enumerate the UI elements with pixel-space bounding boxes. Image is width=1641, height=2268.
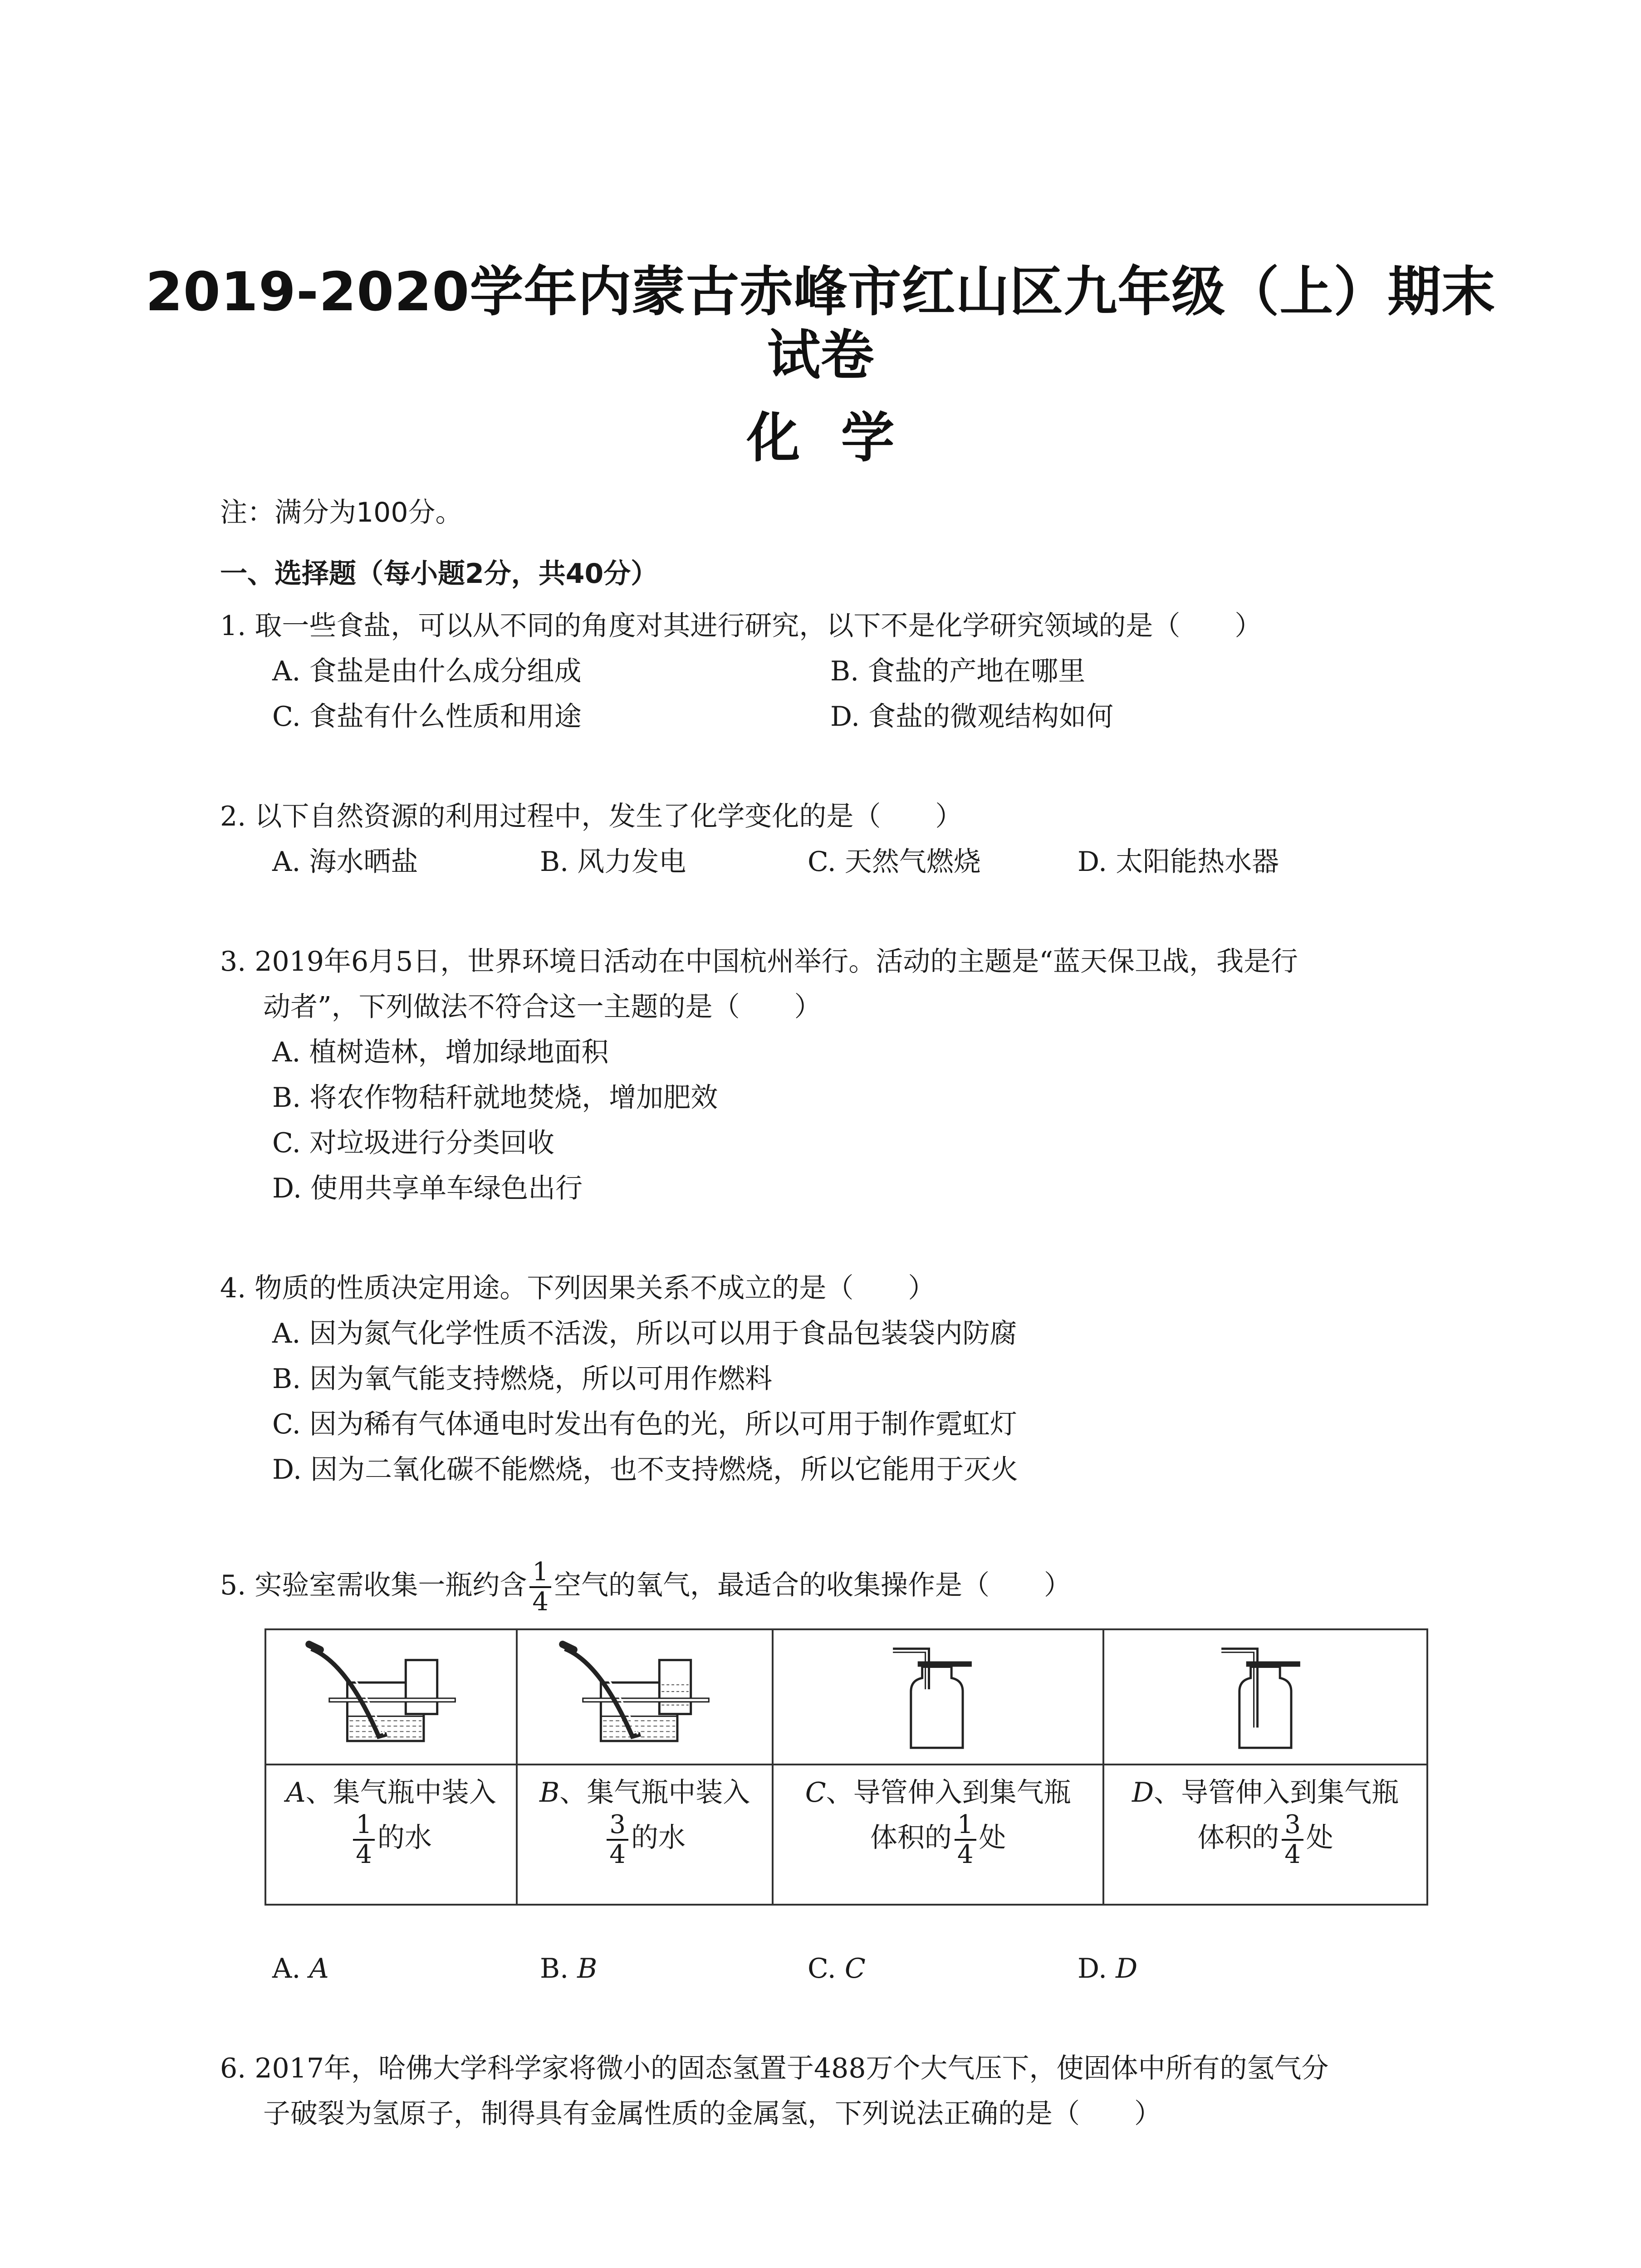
- question-5-figure-table: [265, 1628, 1428, 1906]
- fraction-numerator: 3: [607, 1811, 628, 1841]
- question-2-option-d: D. 太阳能热水器: [1078, 846, 1279, 878]
- fraction-numerator: 3: [1282, 1811, 1303, 1841]
- cell-d-figure: [1103, 1629, 1427, 1765]
- question-4-option-c: C. 因为稀有气体通电时发出有色的光，所以可用于制作霓虹灯: [272, 1408, 1017, 1440]
- fraction: [353, 1811, 375, 1869]
- option-letter: D: [1132, 1777, 1154, 1809]
- score-note: 注：满分为100分。: [220, 497, 463, 528]
- question-1-option-b: B. 食盐的产地在哪里: [830, 655, 1086, 687]
- question-2-stem: 2. 以下自然资源的利用过程中，发生了化学变化的是（ ）: [220, 801, 963, 832]
- fraction-numerator: 1: [353, 1811, 375, 1841]
- fraction: [955, 1811, 976, 1869]
- option-label: A.: [272, 1953, 309, 1984]
- fraction-denominator: 4: [957, 1840, 974, 1869]
- question-1-option-c: C. 食盐有什么性质和用途: [272, 701, 582, 733]
- question-2-option-b: B. 风力发电: [540, 846, 686, 878]
- question-5-stem-post: 空气的氧气，最适合的收集操作是（ ）: [554, 1569, 1071, 1601]
- question-3-option-d: D. 使用共享单车绿色出行: [272, 1173, 583, 1204]
- cell-b-figure: [517, 1629, 773, 1765]
- cell-a-figure: [265, 1629, 517, 1765]
- option-label: B.: [540, 1953, 578, 1984]
- fraction: [1282, 1811, 1303, 1869]
- cell-c-text: [773, 1765, 1103, 1905]
- fraction: [607, 1811, 628, 1869]
- question-2-option-c: C. 天然气燃烧: [808, 846, 981, 878]
- option-value: D: [1116, 1953, 1138, 1984]
- cell-text-tail: 的水: [377, 1822, 432, 1854]
- water-trough-apparatus-icon: [518, 1630, 772, 1762]
- exam-title-line2: 试卷: [767, 324, 874, 386]
- gas-collecting-bottle-icon: [1104, 1630, 1426, 1762]
- cell-text-pre: 体积的: [1197, 1822, 1279, 1854]
- question-5-option-b: [540, 1950, 597, 1987]
- question-3-stem-line1: 3. 2019年6月5日，世界环境日活动在中国杭州举行。活动的主题是“蓝天保卫战，我是行: [220, 946, 1298, 978]
- question-6-stem-line1: 6. 2017年，哈佛大学科学家将微小的固态氢置于488万个大气压下，使固体中所有的氢气分: [220, 2053, 1329, 2084]
- cell-a-text: [265, 1765, 517, 1905]
- cell-d-text: [1103, 1765, 1427, 1905]
- question-5-stem-pre: 5. 实验室需收集一瓶约含: [220, 1569, 527, 1601]
- question-5-stem: [220, 1554, 1071, 1617]
- cell-text-line1: 、导管伸入到集气瓶: [826, 1777, 1071, 1809]
- question-5-option-a: [272, 1950, 329, 1987]
- option-label: D.: [1078, 1953, 1116, 1984]
- fraction-numerator: 1: [955, 1811, 976, 1841]
- fraction-numerator: 1: [529, 1558, 551, 1588]
- option-value: B: [577, 1953, 598, 1984]
- question-4-option-a: A. 因为氮气化学性质不活泼，所以可以用于食品包装袋内防腐: [272, 1318, 1017, 1349]
- fraction: [529, 1558, 551, 1616]
- question-5-option-c: [808, 1950, 866, 1987]
- question-4-option-b: B. 因为氧气能支持燃烧，所以可用作燃料: [272, 1363, 773, 1395]
- cell-c-figure: [773, 1629, 1103, 1765]
- question-4-stem: 4. 物质的性质决定用途。下列因果关系不成立的是（ ）: [220, 1272, 936, 1304]
- option-value: A: [309, 1953, 329, 1984]
- fraction-denominator: 4: [1284, 1840, 1301, 1869]
- option-value: C: [844, 1953, 866, 1984]
- question-1-stem: 1. 取一些食盐，可以从不同的角度对其进行研究，以下不是化学研究领域的是（ ）: [220, 610, 1262, 642]
- cell-text-tail: 处: [1306, 1822, 1333, 1854]
- question-6-stem-line2: 子破裂为氢原子，制得具有金属性质的金属氢，下列说法正确的是（ ）: [263, 2098, 1161, 2130]
- cell-text-line1: 、导管伸入到集气瓶: [1154, 1777, 1399, 1809]
- section-heading: 一、选择题（每小题2分，共40分）: [220, 558, 658, 590]
- option-letter: B: [539, 1777, 560, 1809]
- option-letter: A: [286, 1777, 306, 1809]
- water-trough-apparatus-icon: [266, 1630, 516, 1762]
- question-4-option-d: D. 因为二氧化碳不能燃烧，也不支持燃烧，所以它能用于灭火: [272, 1454, 1019, 1486]
- cell-text-line1: 、集气瓶中装入: [305, 1777, 496, 1809]
- question-3-option-a: A. 植树造林，增加绿地面积: [272, 1036, 609, 1068]
- fraction-denominator: 4: [609, 1840, 626, 1869]
- exam-title-line1: 2019-2020学年内蒙古赤峰市红山区九年级（上）期末: [145, 260, 1496, 323]
- question-1-option-a: A. 食盐是由什么成分组成: [272, 655, 582, 687]
- option-label: C.: [808, 1953, 845, 1984]
- cell-text-tail: 的水: [631, 1822, 686, 1854]
- cell-b-text: [517, 1765, 773, 1905]
- gas-collecting-bottle-icon: [774, 1630, 1102, 1762]
- fraction-denominator: 4: [356, 1840, 372, 1869]
- fraction-denominator: 4: [532, 1587, 549, 1617]
- question-1-option-d: D. 食盐的微观结构如何: [830, 701, 1114, 733]
- question-3-option-c: C. 对垃圾进行分类回收: [272, 1127, 554, 1159]
- question-3-option-b: B. 将农作物秸秆就地焚烧，增加肥效: [272, 1082, 718, 1114]
- cell-text-line1: 、集气瓶中装入: [559, 1777, 750, 1809]
- question-5-option-d: [1078, 1950, 1137, 1987]
- cell-text-tail: 处: [979, 1822, 1006, 1854]
- cell-text-pre: 体积的: [870, 1822, 952, 1854]
- question-3-stem-line2: 动者”，下列做法不符合这一主题的是（ ）: [263, 991, 822, 1023]
- question-2-option-a: A. 海水晒盐: [272, 846, 418, 878]
- subject-title: 化学: [746, 406, 936, 469]
- option-letter: C: [805, 1777, 826, 1809]
